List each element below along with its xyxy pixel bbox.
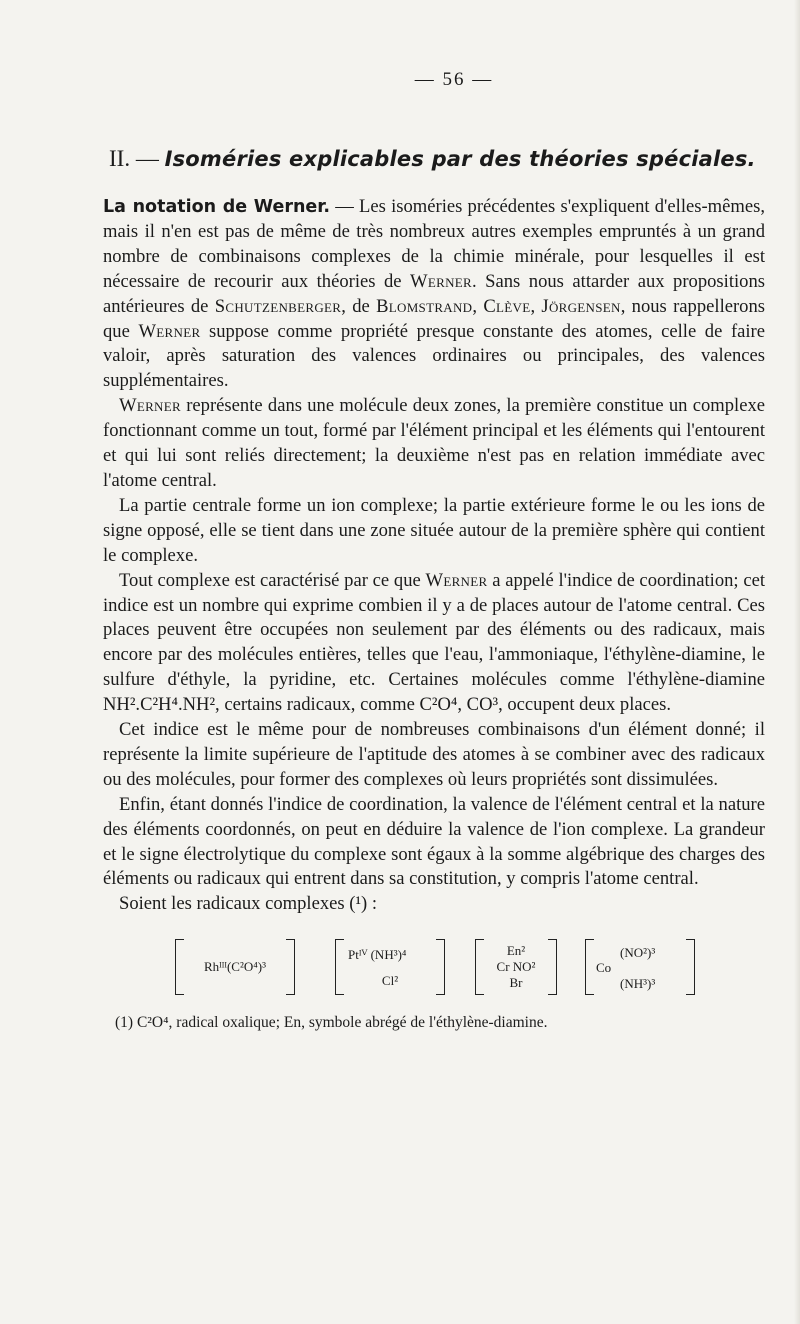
footnote: (1) C²O⁴, radical oxalique; En, symbole abrégé de l'éthylène-diamine. — [115, 1014, 548, 1032]
page — [103, 60, 765, 1033]
text-run: , — [472, 295, 484, 317]
section-number: II. — — [109, 146, 159, 171]
author-name: Werner — [425, 569, 488, 591]
author-name: Werner — [119, 395, 181, 417]
body-text — [103, 195, 765, 917]
text-run: a appelé l'indice de coordination; cet indice est un nombre qui exprime combien il y a de places autour de l'atome central. Ces places peuvent être occupées non seulement par des éléments ou des radicaux, mais encore par des molécules entières, telles que l'eau, l'ammoniaque, l'éthylène-diamine, le sulfure d'éthyle, la pyridine, etc. Certaines molécules comme l'éthylène-diamine NH².C²H⁴.NH², certains radicaux, comme C²O⁴, CO³, occupent deux places. — [103, 569, 765, 716]
text-run: représente dans une molécule deux zones, la première constitue un complexe fonctionnant comme un tout, formé par l'élément principal et les éléments qui l'entourent et qui lui sont reliés directement; la deuxième n'est pas en relation immédiate avec l'atome central. — [103, 395, 765, 491]
page-edge — [794, 0, 800, 1324]
formula-platinum — [335, 939, 445, 995]
formula-text: Co — [596, 960, 612, 976]
formula-text: Ptᴵⱽ (NH³)⁴ — [348, 947, 407, 963]
text-run: — Les isoméries précédentes s'expliquent d'elles-mêmes, mais il n'en est pas de même de très nombreux autres exemples empruntés à un grand nombre de combinaisons complexes de la chimie minérale, pour lesquelles il est nécessaire de recourir aux théories de — [103, 196, 765, 292]
paragraph-4 — [103, 569, 765, 718]
text-run: suppose comme propriété presque constante des atomes, celle de faire valoir, après saturation des valences ordinaires ou principales, des valences supplémentaires. — [103, 320, 765, 392]
paragraph-6: Enfin, étant donnés l'indice de coordination, la valence de l'élément central et la nature des éléments coordonnés, on peut en déduire la valence de l'ion complexe. La grandeur et le signe électrolytique du complexe sont égaux à la somme algébrique des charges des éléments ou radicaux qui entrent dans sa constitution, y compris l'atome central. — [103, 793, 765, 890]
formula-text: Cr NO² — [496, 959, 536, 975]
text-run: . Sans nous attarder aux propositions antérieures de — [103, 270, 765, 317]
formula-cobalt — [585, 939, 695, 995]
author-name: Blomstrand — [376, 295, 473, 317]
text-run: Tout complexe est caractérisé par ce que — [119, 569, 426, 591]
complex-formulas — [175, 939, 765, 999]
author-name: Schutzenberger — [214, 295, 342, 317]
paragraph-lead: La notation de Werner. — [103, 197, 331, 217]
formula-rhodium — [175, 939, 295, 995]
paragraph-2 — [103, 394, 765, 494]
author-name: Clève — [483, 295, 531, 317]
author-name: Werner — [138, 320, 201, 342]
text-run: , — [530, 295, 542, 317]
section-heading: Isoméries explicables par des théories spéciales. — [164, 147, 756, 171]
formula-text: (NH³)³ — [620, 976, 656, 992]
text-run: , de — [341, 295, 377, 317]
formula-text: (NO²)³ — [620, 945, 656, 961]
page-number: — 56 — — [414, 69, 494, 90]
text-run: , nous rappellerons que — [103, 295, 766, 342]
formula-text: Rhᴵᴵᴵ(C²O⁴)³ — [203, 959, 266, 975]
author-name: Jörgensen — [541, 295, 621, 317]
paragraph-1 — [103, 195, 765, 394]
formula-chromium — [475, 939, 557, 995]
formula-text: Br — [509, 975, 523, 991]
paragraph-5: Cet indice est le même pour de nombreuses combinaisons d'un élément donné; il représente la limite supérieure de l'aptitude des atomes à se combiner avec des radicaux ou des molécules, pour former des complexes où leurs propriétés sont dissimulées. — [103, 719, 765, 790]
paragraph-7: Soient les radicaux complexes (¹) : — [119, 893, 378, 915]
formula-text: Cl² — [381, 973, 399, 989]
paragraph-3: La partie centrale forme un ion complexe; la partie extérieure forme le ou les ions de signe opposé, elle se tient dans une zone située autour de la première sphère qui contient le complexe. — [103, 494, 765, 566]
section-title — [103, 144, 765, 174]
formula-text: En² — [506, 943, 526, 959]
author-name: Werner — [410, 270, 473, 292]
